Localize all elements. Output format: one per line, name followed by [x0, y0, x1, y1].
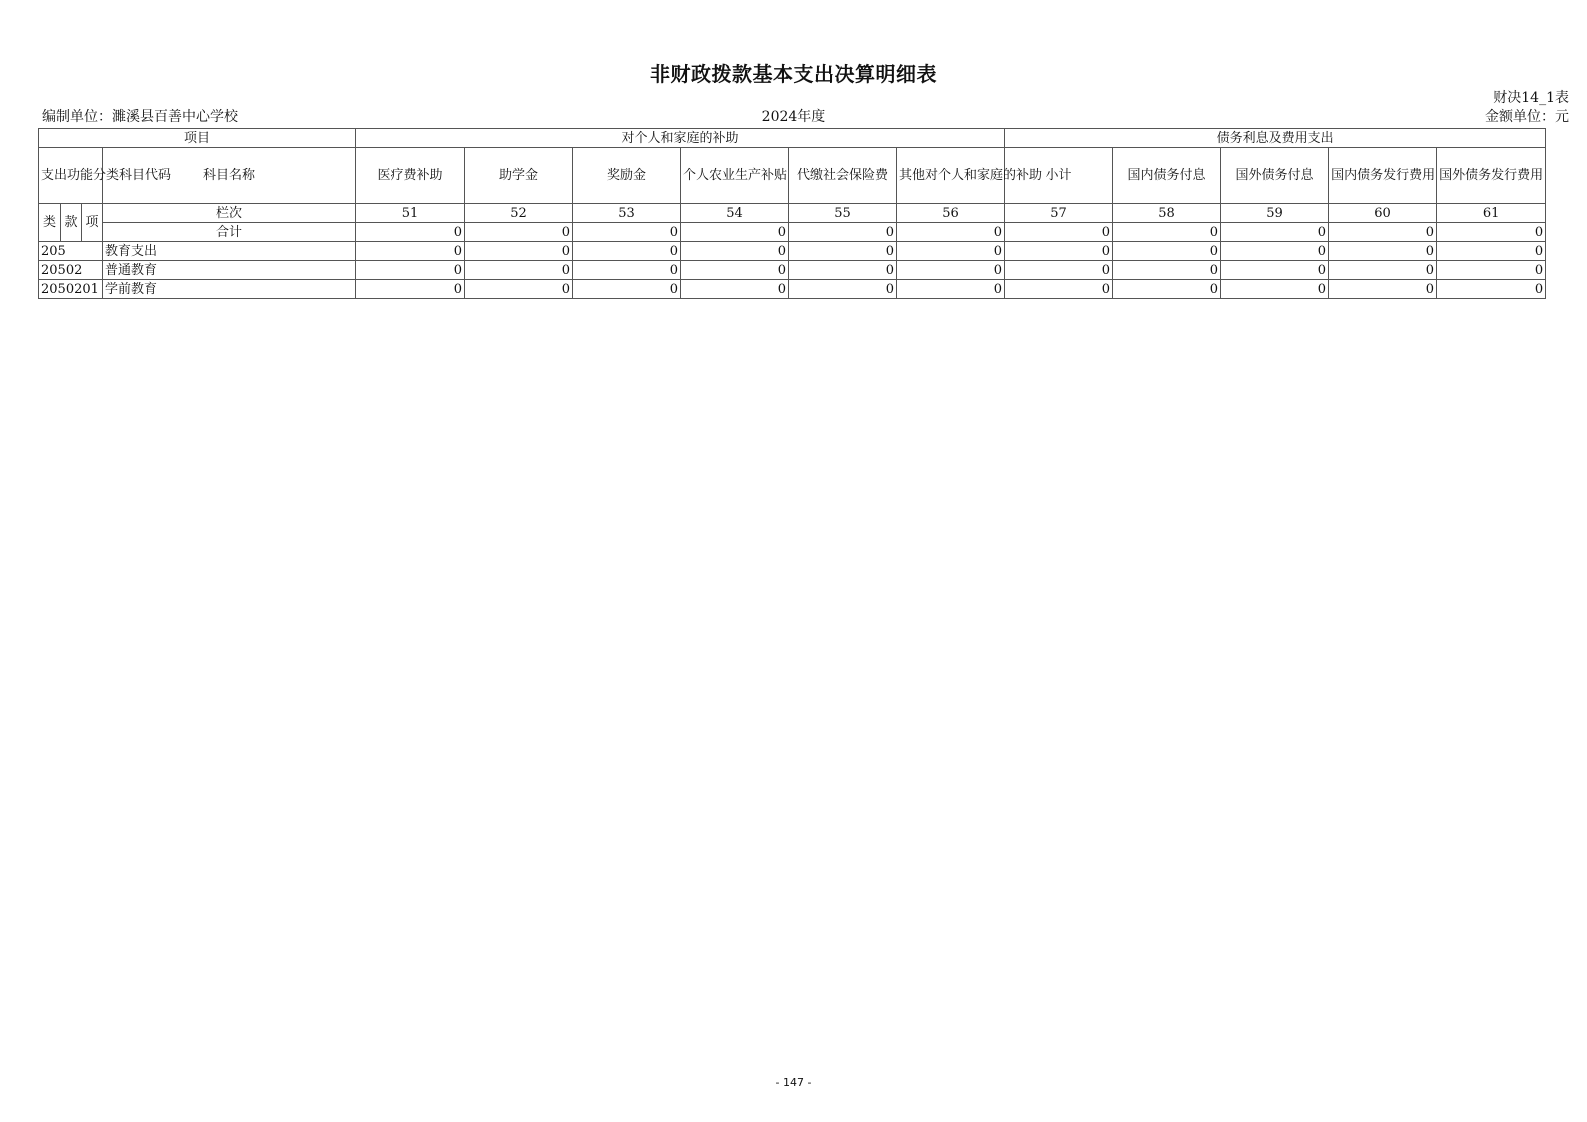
code-label: 支出功能分类科目代码 — [39, 148, 103, 204]
expenditure-table — [38, 128, 1546, 299]
column-number: 52 — [465, 204, 573, 223]
column-header: 小计 — [1005, 148, 1113, 204]
row-value: 0 — [465, 261, 573, 280]
total-row — [39, 223, 1546, 242]
row-value: 0 — [789, 242, 897, 261]
row-value: 0 — [573, 280, 681, 299]
row-value: 0 — [573, 242, 681, 261]
column-header: 代缴社会保险费 — [789, 148, 897, 204]
lei-label: 类 — [39, 204, 61, 242]
column-header: 个人农业生产补贴 — [681, 148, 789, 204]
row-code: 205 — [39, 242, 103, 261]
group-header-debt-interest: 债务利息及费用支出 — [1005, 129, 1546, 148]
column-header: 其他对个人和家庭的补助 — [897, 148, 1005, 204]
column-number: 54 — [681, 204, 789, 223]
lanci-label: 栏次 — [103, 204, 356, 223]
table-row — [39, 261, 1546, 280]
column-number: 58 — [1113, 204, 1221, 223]
row-value: 0 — [897, 261, 1005, 280]
column-number: 59 — [1221, 204, 1329, 223]
column-header: 国外债务付息 — [1221, 148, 1329, 204]
column-number: 61 — [1437, 204, 1546, 223]
total-value: 0 — [1221, 223, 1329, 242]
row-value: 0 — [1437, 242, 1546, 261]
row-value: 0 — [356, 280, 465, 299]
row-value: 0 — [1221, 261, 1329, 280]
row-value: 0 — [681, 280, 789, 299]
total-value: 0 — [573, 223, 681, 242]
column-header: 国外债务发行费用 — [1437, 148, 1546, 204]
column-header: 助学金 — [465, 148, 573, 204]
header-row-2 — [39, 148, 1546, 204]
total-value: 0 — [1329, 223, 1437, 242]
project-header: 项目 — [39, 129, 356, 148]
header-row-1 — [39, 129, 1546, 148]
row-value: 0 — [897, 280, 1005, 299]
column-number: 60 — [1329, 204, 1437, 223]
total-value: 0 — [1437, 223, 1546, 242]
row-value: 0 — [789, 261, 897, 280]
row-value: 0 — [1113, 261, 1221, 280]
row-value: 0 — [465, 280, 573, 299]
column-number: 57 — [1005, 204, 1113, 223]
column-header: 医疗费补助 — [356, 148, 465, 204]
compiling-unit: 编制单位：濉溪县百善中心学校 — [42, 109, 238, 125]
fiscal-year: 2024年度 — [761, 109, 826, 125]
total-value: 0 — [897, 223, 1005, 242]
row-value: 0 — [681, 242, 789, 261]
row-value: 0 — [789, 280, 897, 299]
column-number: 56 — [897, 204, 1005, 223]
row-value: 0 — [1221, 280, 1329, 299]
column-header: 国内债务发行费用 — [1329, 148, 1437, 204]
column-number-row — [39, 204, 1546, 223]
table-row — [39, 242, 1546, 261]
amount-unit: 金额单位：元 — [1485, 109, 1569, 125]
row-value: 0 — [1329, 280, 1437, 299]
row-value: 0 — [356, 261, 465, 280]
row-value: 0 — [356, 242, 465, 261]
row-value: 0 — [897, 242, 1005, 261]
column-number: 53 — [573, 204, 681, 223]
total-value: 0 — [1005, 223, 1113, 242]
row-value: 0 — [465, 242, 573, 261]
row-value: 0 — [1437, 280, 1546, 299]
document-title: 非财政拨款基本支出决算明细表 — [650, 62, 937, 86]
row-value: 0 — [1437, 261, 1546, 280]
row-name: 教育支出 — [103, 242, 356, 261]
row-value: 0 — [681, 261, 789, 280]
row-value: 0 — [1329, 261, 1437, 280]
row-value: 0 — [1005, 261, 1113, 280]
row-value: 0 — [1005, 280, 1113, 299]
group-header-personal-subsidy: 对个人和家庭的补助 — [356, 129, 1005, 148]
column-header: 奖励金 — [573, 148, 681, 204]
column-number: 55 — [789, 204, 897, 223]
total-value: 0 — [789, 223, 897, 242]
row-name: 学前教育 — [103, 280, 356, 299]
total-value: 0 — [681, 223, 789, 242]
row-code: 20502 — [39, 261, 103, 280]
row-value: 0 — [573, 261, 681, 280]
row-code: 2050201 — [39, 280, 103, 299]
xiang-label: 项 — [82, 204, 103, 242]
page-number: - 147 - — [775, 1076, 812, 1089]
kuan-label: 款 — [61, 204, 82, 242]
row-value: 0 — [1221, 242, 1329, 261]
total-value: 0 — [465, 223, 573, 242]
row-value: 0 — [1329, 242, 1437, 261]
table-row — [39, 280, 1546, 299]
total-value: 0 — [356, 223, 465, 242]
row-name: 普通教育 — [103, 261, 356, 280]
column-number: 51 — [356, 204, 465, 223]
column-header: 国内债务付息 — [1113, 148, 1221, 204]
name-label: 科目名称 — [103, 148, 356, 204]
row-value: 0 — [1005, 242, 1113, 261]
total-label: 合计 — [103, 223, 356, 242]
total-value: 0 — [1113, 223, 1221, 242]
row-value: 0 — [1113, 280, 1221, 299]
row-value: 0 — [1113, 242, 1221, 261]
form-number: 财决14_1表 — [1493, 90, 1569, 106]
